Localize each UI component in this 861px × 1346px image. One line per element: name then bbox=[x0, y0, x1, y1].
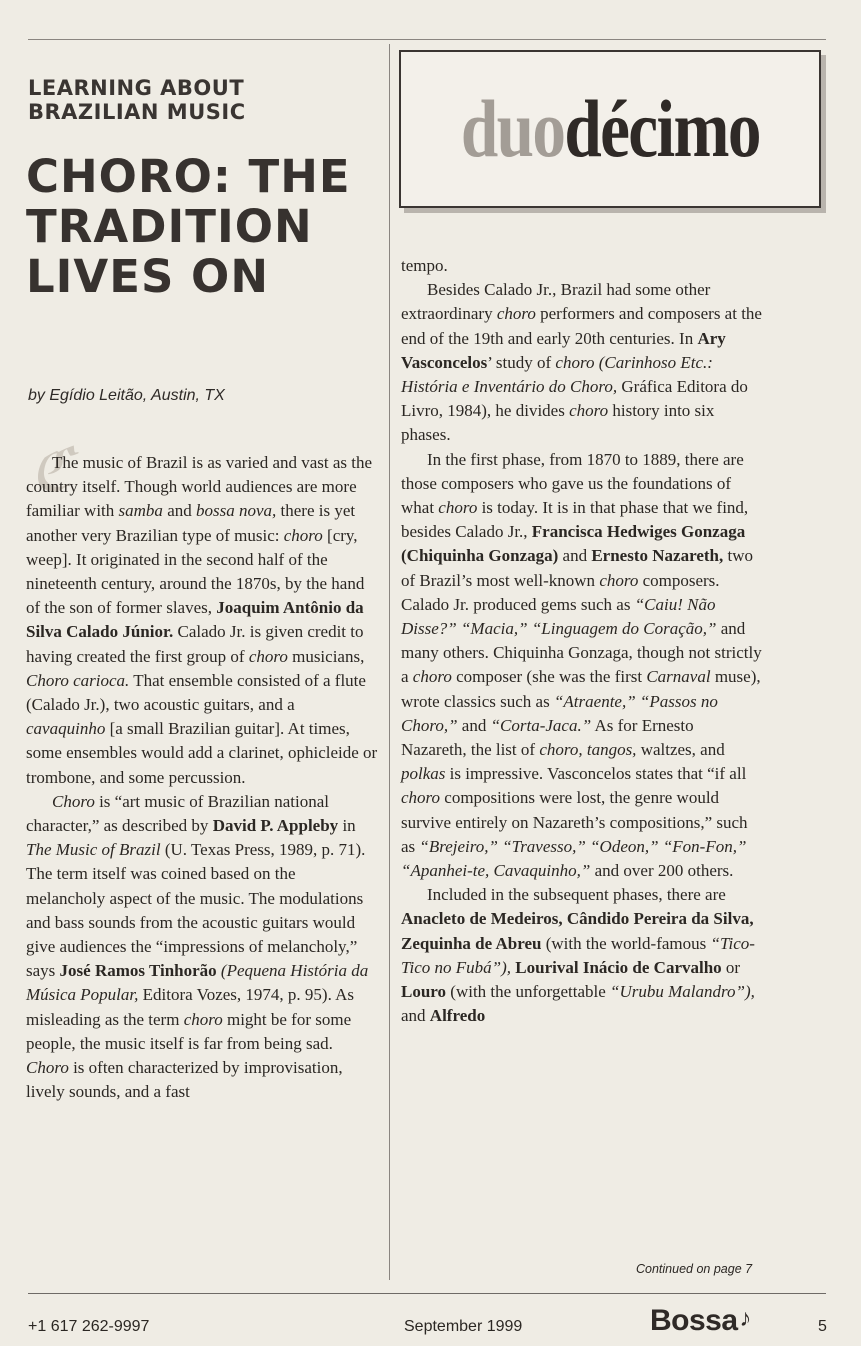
text-run: and bbox=[457, 715, 491, 735]
text-run: is today. It is in that phase that we find, besides Calado Jr., bbox=[401, 498, 749, 542]
article-byline: by Egídio Leitão, Austin, TX bbox=[28, 387, 225, 404]
ornament-icon: ℭ bbox=[30, 437, 73, 503]
text-run: In the first phase, from 1870 to 1889, there are those composers who gave us the foundations of what bbox=[401, 449, 744, 518]
text-run: choro bbox=[438, 498, 478, 518]
text-run: choro bbox=[599, 570, 639, 590]
text-run: Alfredo bbox=[429, 1006, 486, 1026]
text-run: choro, tangos, bbox=[539, 740, 637, 760]
paragraph bbox=[26, 451, 378, 790]
footer-date: September 1999 bbox=[404, 1318, 523, 1335]
text-run: choro bbox=[569, 401, 609, 421]
text-run: and bbox=[162, 501, 196, 521]
paragraph bbox=[401, 883, 763, 1028]
text-run: bossa nova, bbox=[195, 501, 277, 521]
text-run: choro bbox=[183, 1009, 223, 1029]
text-run: choro bbox=[401, 788, 441, 808]
text-run: compositions were lost, the genre would survive entirely on Nazareth’s compositions,” such as bbox=[401, 788, 748, 856]
paragraph bbox=[401, 448, 763, 884]
footer-phone: +1 617 262-9997 bbox=[28, 1318, 150, 1335]
text-run: The Music of Brazil bbox=[26, 840, 161, 860]
column-divider bbox=[389, 44, 390, 1280]
text-run: Besides Calado Jr., Brazil had some other extraordinary bbox=[401, 280, 711, 324]
text-run: (with the unforgettable bbox=[446, 982, 611, 1002]
text-run: “Brejeiro,” “Travesso,” “Odeon,” “Fon-Fon,” “Apanhei-te, Cavaquinho,” bbox=[401, 836, 747, 881]
text-run: (with the world-famous bbox=[541, 933, 711, 953]
text-run: “Caiu! Não Disse?” “Macia,” “Linguagem do Coração,” bbox=[401, 594, 717, 639]
text-run: musicians, bbox=[287, 646, 365, 666]
text-run: samba bbox=[118, 501, 163, 521]
text-run: Choro carioca. bbox=[26, 670, 130, 690]
text-run: cavaquinho bbox=[26, 719, 106, 739]
text-run: Lourival Inácio de Carvalho bbox=[515, 957, 722, 977]
text-run: The music of Brazil is as varied and vast as the country itself. Though world audiences are more familiar with bbox=[26, 453, 373, 521]
text-run: performers and composers at the end of the 19th and early 20th centuries. In bbox=[401, 304, 762, 348]
article-column-right bbox=[401, 254, 763, 1029]
text-run: is “art music of Brazilian national character,” as described by bbox=[26, 791, 329, 836]
text-run: and bbox=[401, 1006, 430, 1026]
text-run: in bbox=[338, 816, 356, 836]
paragraph bbox=[401, 278, 763, 447]
text-run: is impressive. Vasconcelos states that “if all bbox=[445, 764, 747, 784]
text-run: Ary Vasconcelos bbox=[401, 328, 726, 372]
article-column-left bbox=[26, 451, 378, 1104]
text-run: choro bbox=[283, 525, 323, 545]
text-run: “Tico-Tico no Fubá”), bbox=[401, 933, 755, 977]
text-run: is often characterized by improvisation, lively sounds, and a fast bbox=[26, 1058, 343, 1102]
text-run: David P. Appleby bbox=[212, 816, 339, 836]
text-run: composer (she was the first bbox=[451, 667, 647, 687]
text-run: [a small Brazilian guitar]. At times, some ensembles would add a clarinet, ophicleide or trombone, and some percussion. bbox=[26, 719, 378, 787]
text-run: waltzes, and bbox=[636, 740, 725, 760]
text-run: (U. Texas Press, 1989, p. 71). The term itself was coined based on the melancholy aspect of the music. The modulations and bass sounds from the acoustic guitars would give audiences the “impressions of melancholy,” says bbox=[26, 840, 366, 981]
page-number: 5 bbox=[818, 1318, 827, 1335]
text-run: Francisca Hedwiges Gonzaga (Chiquinha Gonzaga) bbox=[401, 522, 746, 566]
text-run: Joaquim Antônio da Silva Calado Júnior. bbox=[26, 598, 364, 642]
text-run: [cry, weep]. It originated in the second half of the nineteenth century, around the 1870s, by the hand of the son of former slaves, bbox=[26, 525, 365, 618]
text-run: Carnaval bbox=[646, 667, 711, 687]
masthead-dark-part: décimo bbox=[563, 83, 760, 174]
footer-brand-logo bbox=[650, 1304, 751, 1338]
text-run: choro bbox=[496, 304, 536, 324]
top-rule bbox=[28, 39, 826, 40]
text-run: and many others. Chiquinha Gonzaga, though not strictly a bbox=[401, 619, 762, 687]
text-run: Ernesto Nazareth, bbox=[591, 546, 724, 566]
text-run: Gráfica Editora do Livro, 1984), he divides bbox=[401, 377, 748, 421]
text-run: and over 200 others. bbox=[590, 861, 734, 881]
text-run: choro (Carinhoso Etc.: História e Inventário do Choro, bbox=[401, 352, 713, 397]
article-headline: CHORO: THE TRADITION LIVES ON bbox=[26, 150, 351, 303]
section-kicker: LEARNING ABOUT BRAZILIAN MUSIC bbox=[28, 76, 246, 124]
masthead-light-part: duo bbox=[460, 83, 564, 174]
text-run: ’ study of bbox=[487, 352, 556, 372]
text-run: or bbox=[721, 957, 741, 977]
paragraph bbox=[26, 790, 378, 1105]
brand-name: Bossa bbox=[650, 1304, 738, 1337]
text-run: composers. Calado Jr. produced gems such as bbox=[401, 570, 720, 614]
text-run: and bbox=[558, 546, 592, 566]
text-run: two of Brazil’s most well-known bbox=[401, 546, 753, 590]
text-run: choro bbox=[248, 646, 288, 666]
masthead-title bbox=[460, 82, 759, 176]
text-run: (Pequena História da Música Popular, bbox=[26, 961, 369, 1005]
text-run: tempo. bbox=[401, 256, 448, 275]
text-run: there is yet another very Brazilian type of music: bbox=[26, 501, 356, 545]
masthead-box bbox=[399, 50, 821, 208]
text-run: Included in the subsequent phases, there are bbox=[427, 885, 726, 905]
text-run: choro bbox=[412, 667, 452, 687]
text-run: “Corta-Jaca.” bbox=[490, 715, 592, 735]
text-run: Anacleto de Medeiros, Cândido Pereira da Silva, Zequinha de Abreu bbox=[401, 909, 754, 953]
footer-rule bbox=[28, 1293, 826, 1294]
text-run: Calado Jr. is given credit to having created the first group of bbox=[26, 622, 364, 666]
text-run: Choro bbox=[26, 1058, 69, 1078]
text-run: “Urubu Malandro”), bbox=[610, 982, 755, 1002]
text-run: As for Ernesto Nazareth, the list of bbox=[401, 715, 694, 760]
text-run: history into six phases. bbox=[401, 401, 715, 445]
text-run: polkas bbox=[401, 764, 446, 784]
text-run: José Ramos Tinhorão bbox=[59, 961, 217, 981]
continued-note: Continued on page 7 bbox=[636, 1262, 753, 1276]
text-run: muse), wrote classics such as bbox=[401, 667, 761, 711]
text-run: Louro bbox=[401, 982, 447, 1002]
text-run: might be for some people, the music itself is far from being sad. bbox=[26, 1009, 352, 1053]
text-run: That ensemble consisted of a flute (Calado Jr.), two acoustic guitars, and a bbox=[26, 670, 366, 715]
text-run: “Atraente,” “Passos no Choro,” bbox=[401, 691, 718, 735]
paragraph bbox=[401, 254, 763, 278]
text-run: Editora Vozes, 1974, p. 95). As misleading as the term bbox=[26, 985, 355, 1029]
text-run: Choro bbox=[52, 791, 95, 811]
music-note-icon: ♪ bbox=[739, 1305, 752, 1332]
